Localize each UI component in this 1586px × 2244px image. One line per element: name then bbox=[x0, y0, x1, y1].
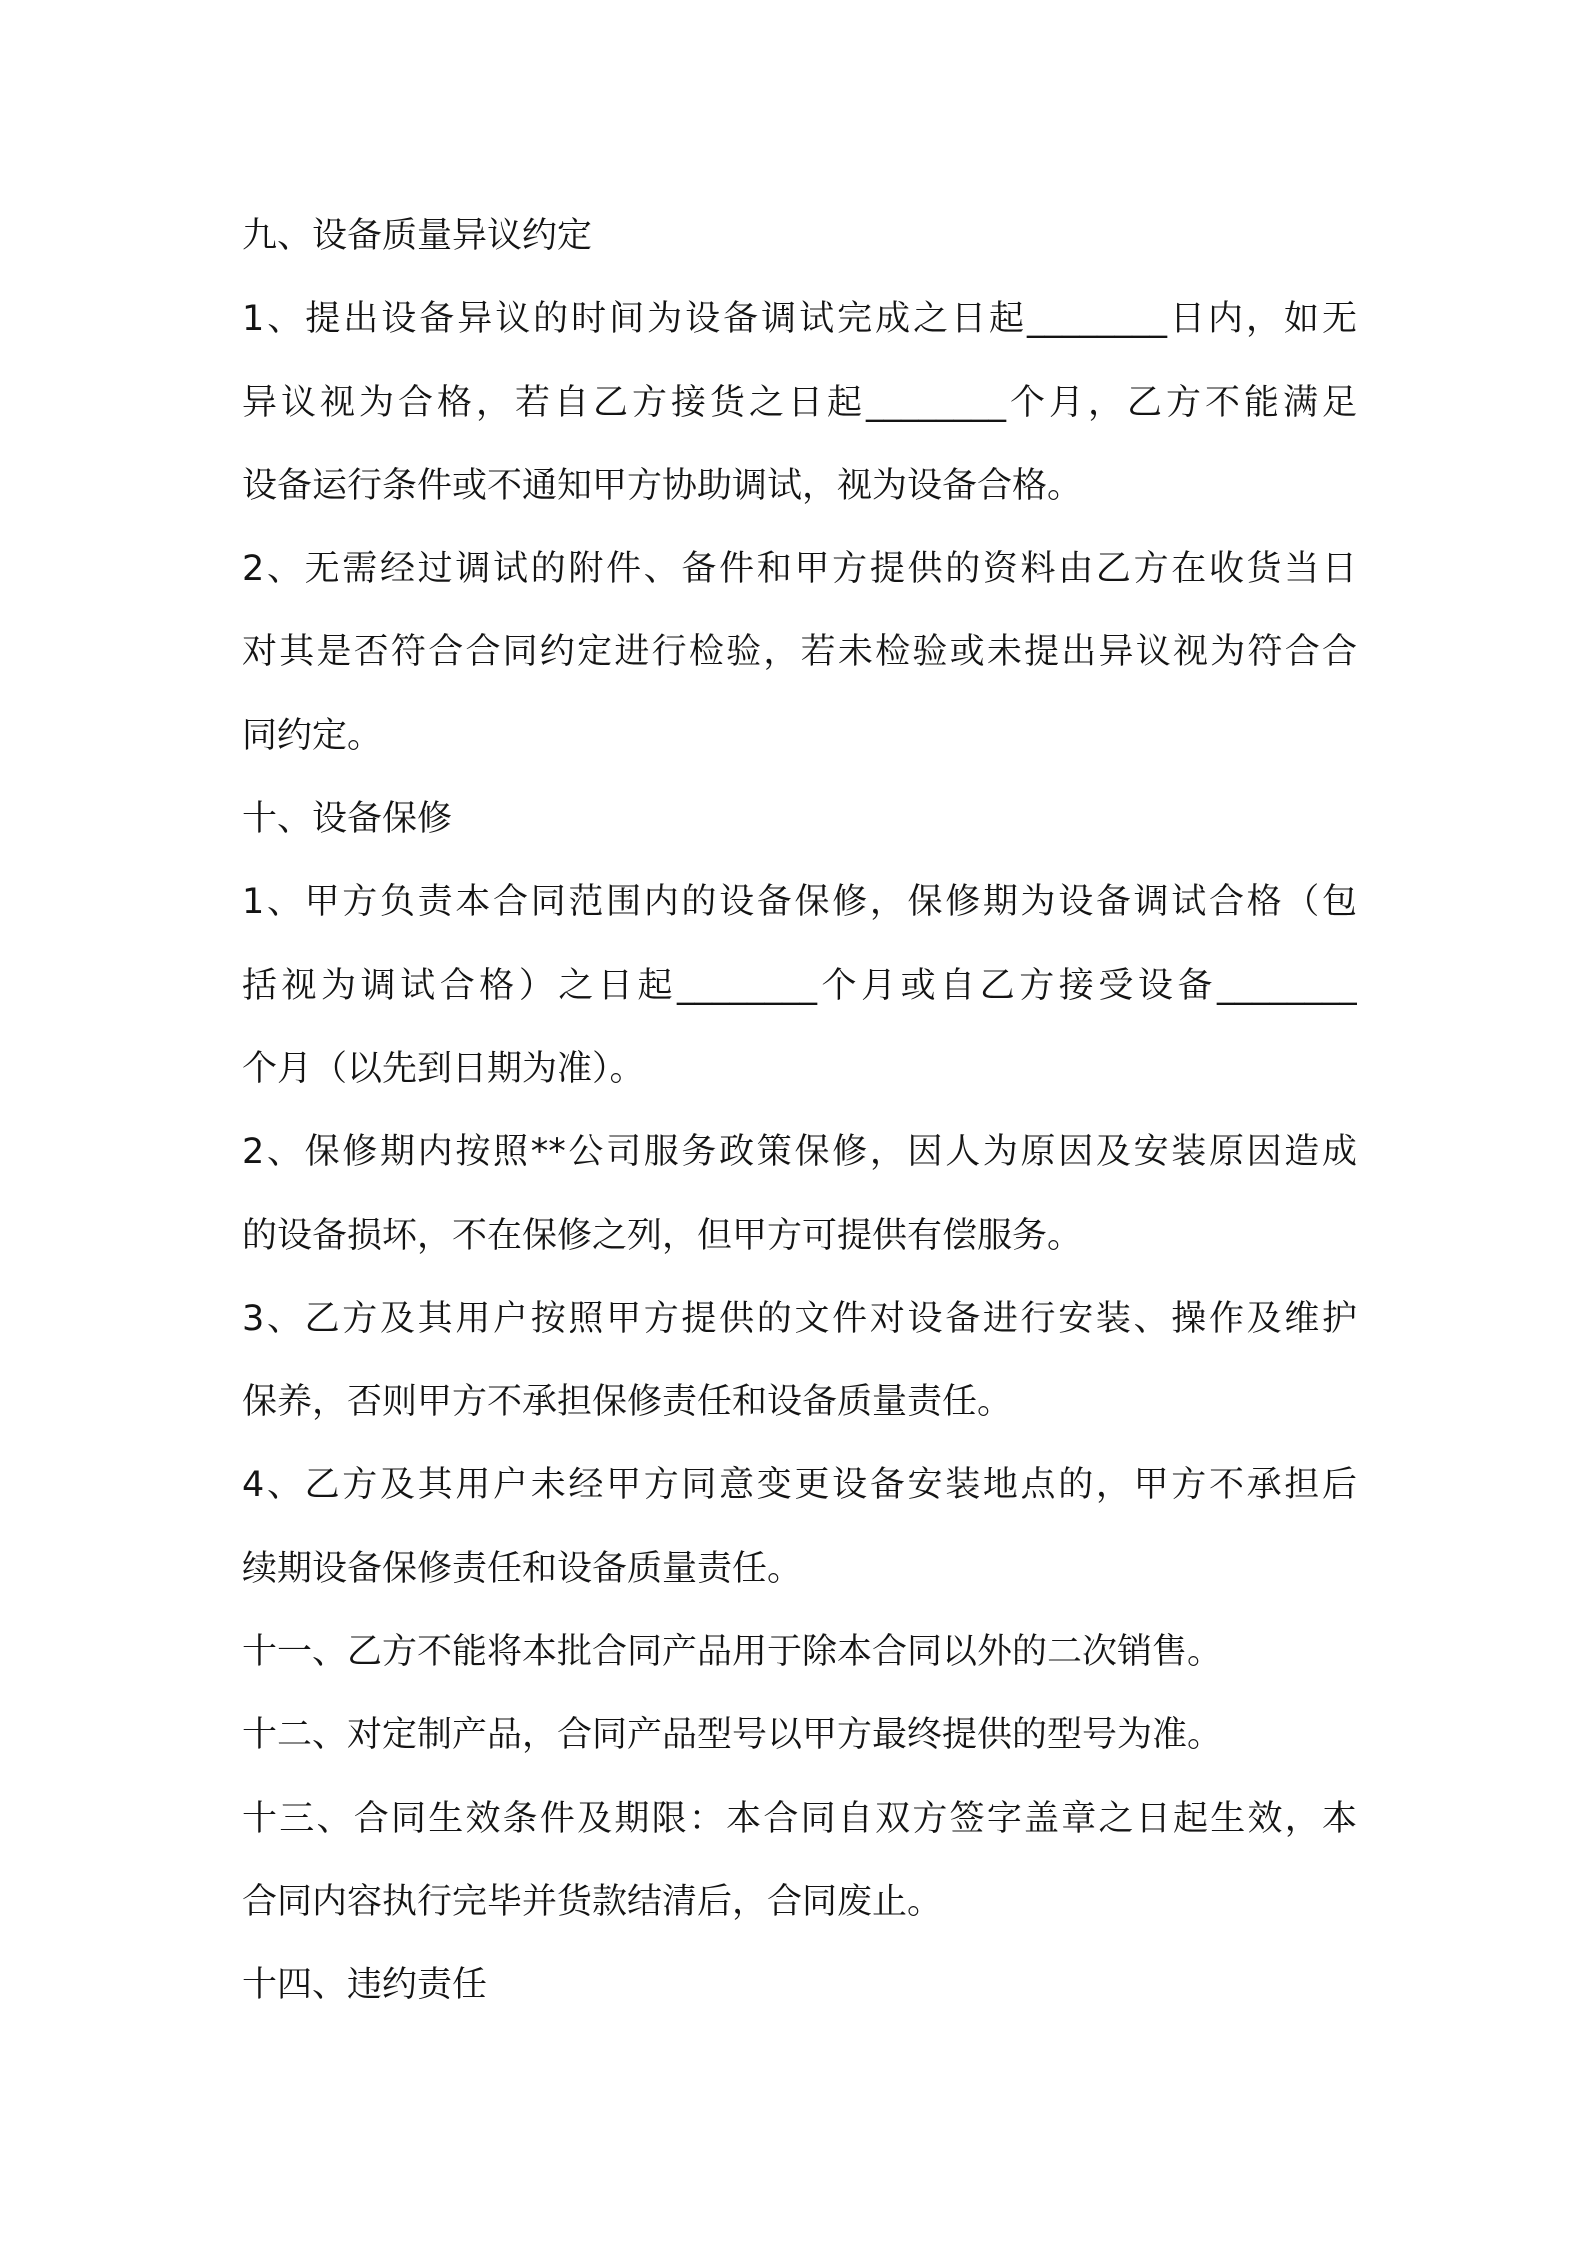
paragraph-line: 1、甲方负责本合同范围内的设备保修，保修期为设备调试合格（包 bbox=[242, 882, 1357, 923]
paragraph-line: 3、乙方及其用户按照甲方提供的文件对设备进行安装、操作及维护 bbox=[242, 1298, 1357, 1339]
paragraph-line: 2、无需经过调试的附件、备件和甲方提供的资料由乙方在收货当日 bbox=[242, 549, 1357, 590]
paragraph-line: 的设备损坏，不在保修之列，但甲方可提供有偿服务。 bbox=[242, 1215, 1083, 1256]
paragraph-line: 合同内容执行完毕并货款结清后，合同废止。 bbox=[242, 1881, 943, 1922]
paragraph-line: 同约定。 bbox=[242, 715, 383, 756]
paragraph-line: 括视为调试合格）之日起________个月或自乙方接受设备________ bbox=[242, 965, 1357, 1006]
paragraph-line: 个月（以先到日期为准）。 bbox=[242, 1048, 645, 1089]
paragraph-line: 续期设备保修责任和设备质量责任。 bbox=[242, 1548, 803, 1589]
paragraph-line: 设备运行条件或不通知甲方协助调试，视为设备合格。 bbox=[242, 465, 1083, 506]
paragraph-line: 对其是否符合合同约定进行检验，若未检验或未提出异议视为符合合 bbox=[242, 632, 1357, 673]
section-heading-14: 十四、违约责任 bbox=[242, 1965, 488, 2006]
section-heading-12: 十二、对定制产品，合同产品型号以甲方最终提供的型号为准。 bbox=[242, 1715, 1223, 1756]
paragraph-line: 保养，否则甲方不承担保修责任和设备质量责任。 bbox=[242, 1382, 1013, 1423]
paragraph-line: 4、乙方及其用户未经甲方同意变更设备安装地点的，甲方不承担后 bbox=[242, 1465, 1357, 1506]
section-heading-9: 九、设备质量异议约定 bbox=[242, 216, 593, 256]
section-heading-13: 十三、合同生效条件及期限：本合同自双方签字盖章之日起生效，本 bbox=[242, 1798, 1357, 1839]
paragraph-line: 异议视为合格，若自乙方接货之日起________个月，乙方不能满足 bbox=[242, 382, 1357, 423]
paragraph-line: 1、提出设备异议的时间为设备调试完成之日起________日内，如无 bbox=[242, 299, 1357, 340]
section-heading-11: 十一、乙方不能将本批合同产品用于除本合同以外的二次销售。 bbox=[242, 1632, 1223, 1673]
document-page bbox=[242, 195, 1357, 2028]
paragraph-line: 2、保修期内按照**公司服务政策保修，因人为原因及安装原因造成 bbox=[242, 1132, 1357, 1173]
section-heading-10: 十、设备保修 bbox=[242, 799, 453, 840]
